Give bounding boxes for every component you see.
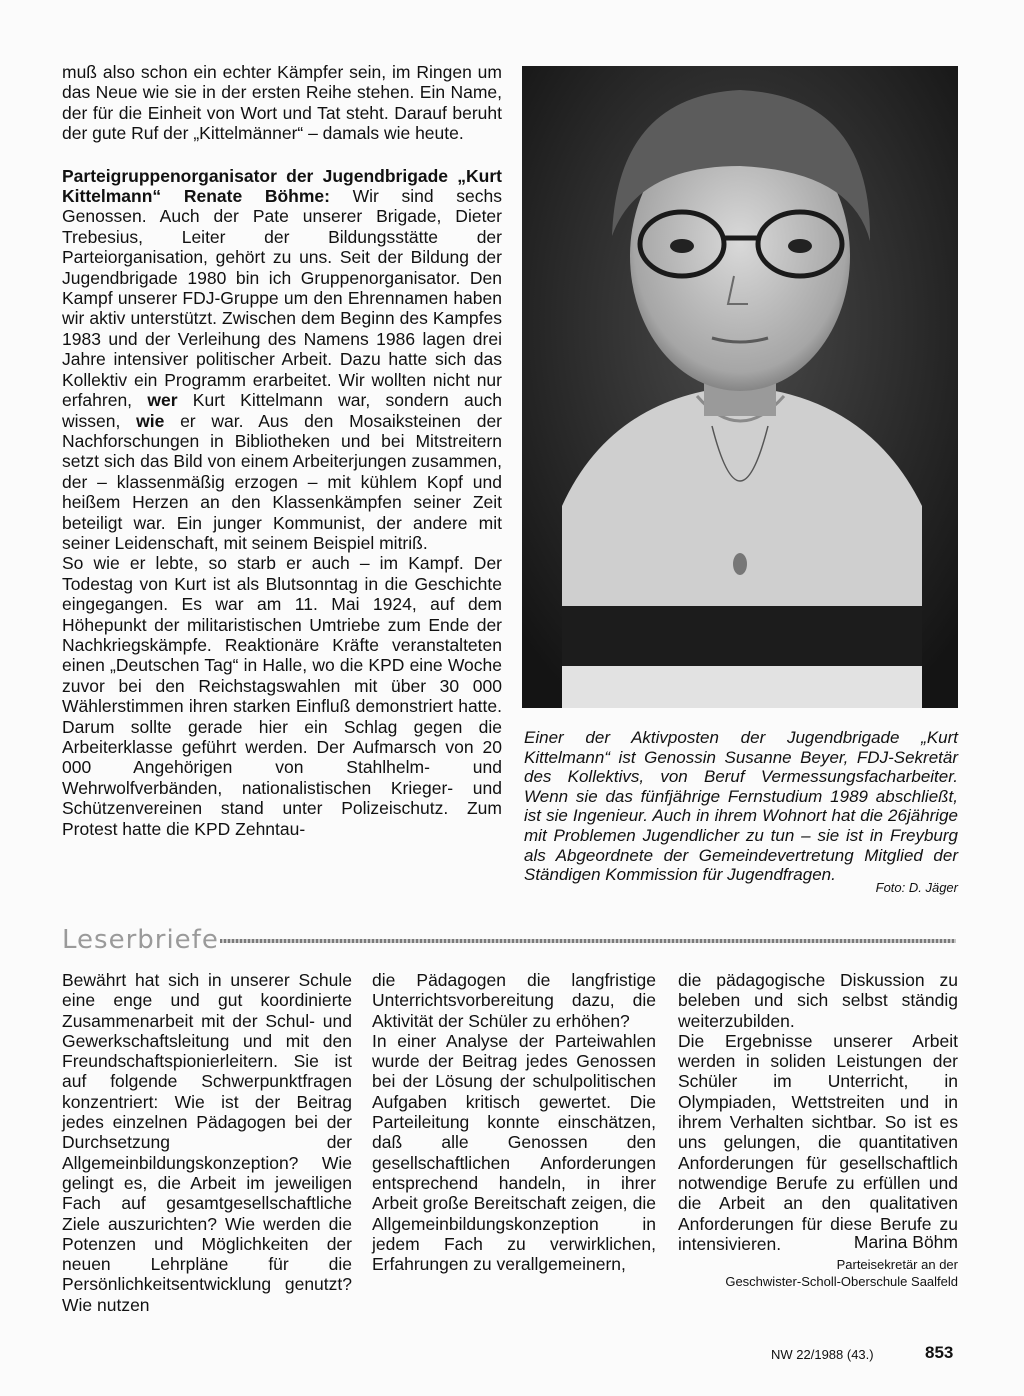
letter-paragraph: die Pädagogen die langfristige Unterrichtsvorbereitung dazu, die Aktivität der Schüler zu erhöhen? [372,970,656,1031]
photo-credit: Foto: D. Jäger [875,880,958,895]
section-title: Leserbriefe [62,925,219,955]
letter-paragraph: die pädagogische Diskussion zu beleben und sich selbst ständig weiterzubilden. [678,970,958,1031]
portrait-illustration [522,66,958,708]
letter-paragraph: Die Ergebnisse unserer Arbeit werden in soliden Leistungen der Schüler im Unterricht, in Olympiaden, Wettstreiten und in ihrem Verhalten sichtbar. So ist es uns gelungen, die quantitativen Anforderungen für gesellschaftlich notwendige Berufe zu erfüllen und die Arbeit an den qualitativen Anforderungen für diese Berufe zu intensivieren. [678,1030,958,1254]
section-header [62,925,956,955]
article-intro: muß also schon ein echter Kämpfer sein, im Ringen um das Neue wie sie in der ersten Reihe stehen. Ein Name, der für die Einheit von Wort und Tat steht. Darauf beruht der gute Ruf der „Kittelmänner“ – damals wie heute. [62,62,502,144]
page-number: 853 [925,1343,954,1362]
signature-role: Parteisekretär an der Geschwister-Scholl-Oberschule Saalfeld [725,1257,958,1289]
letter-paragraph: Bewährt hat sich in unserer Schule eine enge und gut koordinierte Zusammenarbeit mit der Schul- und Gewerkschaftsleitung und mit den Freundschaftspionierleitern. Sie ist auf folgende Schwerpunktfragen konzentriert: Wie ist der Beitrag jedes einzelnen Pädagogen bei der Durchsetzung der Allgemeinbildungskonzeption? Wie gelingt es, die Arbeit im jeweiligen Fach auf gesamtgesellschaftliche Ziele auszurichten? Wie werden die Potenzen und Möglichkeiten der neuen Lehrpläne für die Persönlichkeitsentwicklung genutzt? Wie nutzen [62,970,352,1315]
letter-column-3 [678,970,958,1254]
section-rule [220,939,956,943]
article-column [62,62,502,839]
article-paragraph-1: Parteigruppenorganisator der Jugendbrigade „Kurt Kittelmann“ Renate Böhme: Wir sind sechs Genossen. Auch der Pate unserer Brigade, Dieter Trebesius, Leiter der Bildungsstätte der Parteiorganisation, gehört zu uns. Seit der Bildung der Jugendbrigade 1980 bin ich Gruppenorganisator. Den Kampf unserer FDJ-Gruppe um den Ehrennamen haben wir aktiv unterstützt. Zwischen dem Beginn des Kampfes 1983 und der Verleihung des Namens 1986 lagen drei Jahre intensiver politischer Arbeit. Dazu hatte sich das Kollektiv ein Programm erarbeitet. Wir wollten nicht nur erfahren, wer Kurt Kittelmann war, sondern auch wissen, wie er war. Aus den Mosaiksteinen der Nachforschungen in Bibliotheken und bei Mitstreitern setzt sich das Bild von einem Arbeiterjungen zusammen, der – klassenmäßig erzogen – mit kühlem Kopf und heißem Herzen an den Klassenkämpfen seiner Zeit beteiligt war. Ein junger Kommunist, der andere mit seiner Leidenschaft, mit seinem Beispiel mitriß. [62,165,503,553]
emphasis-wie: wie [136,410,165,431]
letter-column-2 [372,970,656,1274]
letter-column-1 [62,970,352,1315]
photo-caption: Einer der Aktivposten der Jugendbrigade „Kurt Kittelmann“ ist Genossin Susanne Beyer, FDJ-Sekretär des Kollektivs, von Beruf Vermessungsfacharbeiter. Wenn sie das fünfjährige Fernstudium 1989 abschließt, ist sie Ingenieur. Auch in ihrem Wohnort hat die 26jährige mit Problemen Jugendlicher zu tun – sie ist in Freyburg als Abgeordnete der Gemeindevertretung Mitglied der Ständigen Kommission für Jugendfragen. [524,728,958,885]
emphasis-wer: wer [147,390,178,411]
letter-paragraph: In einer Analyse der Parteiwahlen wurde der Beitrag jedes Genossen bei der Lösung der schulpolitischen Aufgaben kritisch gewertet. Die Parteileitung konnte einschätzen, daß alle Genossen den gesellschaftlichen Anforderungen entsprechend handeln, in ihrer Arbeit große Bereitschaft zeigen, die Allgemeinbildungskonzeption in jedem Fach zu verwirklichen, Erfahrungen zu verallgemeinern, [372,1030,656,1275]
speaker-lead: Parteigruppenorganisator der Jugendbrigade „Kurt Kittelmann“ Renate Böhme: [62,165,502,207]
issue-label: NW 22/1988 (43.) [771,1347,874,1362]
portrait-photo [522,66,958,708]
article-paragraph-2: So wie er lebte, so starb er auch – im Kampf. Der Todestag von Kurt ist als Blutsonntag in die Geschichte eingegangen. Es war am 11. Mai 1924, auf dem Höhepunkt der militaristischen Umtriebe zum Ende der Nachkriegskämpfe. Reaktionäre Kräfte veranstalteten einen „Deutschen Tag“ in Halle, wo die KPD eine Woche zuvor bei den Reichstagswahlen mit über 30 000 Wählerstimmen ihren starken Einfluß demonstriert hatte. Darum sollte gerade hier ein Schlag gegen die Arbeiterklasse geführt werden. Der Aufmarsch von 20 000 Angehörigen von Stahlhelm- und Wehrwolfverbänden, nationalistischen Krieger- und Schützenvereinen stand unter Polizeischutz. Zum Protest hatte die KPD Zehntau- [62,553,502,839]
signature-name: Marina Böhm [853,1232,958,1252]
